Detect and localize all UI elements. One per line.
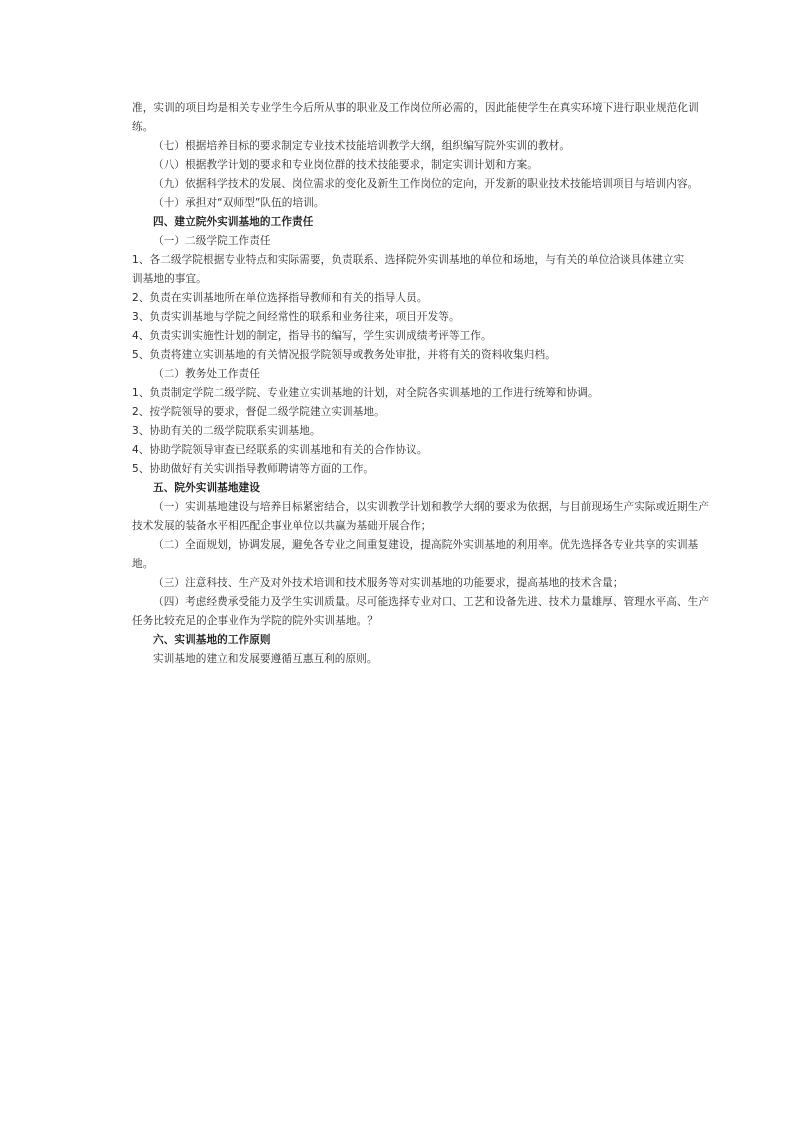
list-item: 4、负责实训实施性计划的制定，指导书的编写，学生实训成绩考评等工作。	[132, 330, 492, 342]
list-item: （二）全面规划，协调发展，避免各专业之间重复建设，提高院外实训基地的利用率。优先选择各专业共享的实训基	[153, 539, 699, 551]
list-item-continuation: 技术发展的装备水平相匹配企事业单位以共赢为基础开展合作；	[132, 520, 432, 532]
list-item: 1、各二级学院根据专业特点和实际需要，负责联系、选择院外实训基地的单位和场地，与有关的单位洽谈具体建立实	[132, 254, 685, 266]
paragraph-line: 实训基地的建立和发展要遵循互惠互利的原则。	[153, 653, 378, 665]
section-heading: 四、建立院外实训基地的工作责任	[153, 216, 314, 228]
paragraph-line: 练。	[132, 121, 154, 133]
list-item: （八）根据教学计划的要求和专业岗位群的技术技能要求，制定实训计划和方案。	[153, 159, 538, 171]
list-item: 2、按学院领导的要求，督促二级学院建立实训基地。	[132, 406, 385, 418]
list-item-continuation: 地。	[132, 558, 154, 570]
list-item-continuation: 任务比较充足的企事业作为学院的院外实训基地。？	[132, 615, 378, 627]
list-item: 2、负责在实训基地所在单位选择指导教师和有关的指导人员。	[132, 292, 428, 304]
subsection-heading: （一）二级学院工作责任	[153, 235, 271, 247]
list-item: 3、负责实训基地与学院之间经常性的联系和业务往来，项目开发等。	[132, 311, 460, 323]
list-item: 4、协助学院领导审查已经联系的实训基地和有关的合作协议。	[132, 444, 428, 456]
document-body	[132, 99, 710, 669]
list-item-continuation: 训基地的事宜。	[132, 273, 207, 285]
list-item: 5、负责将建立实训基地的有关情况报学院领导或教务处审批，并将有关的资料收集归档。	[132, 349, 556, 361]
list-item: 5、协助做好有关实训指导教师聘请等方面的工作。	[132, 463, 375, 475]
list-item: （三）注意科技、生产及对外技术培训和技术服务等对实训基地的功能要求，提高基地的技术含量；	[153, 577, 624, 589]
subsection-heading: （二）教务处工作责任	[153, 368, 260, 380]
list-item: （一）实训基地建设与培养目标紧密结合，以实训教学计划和教学大纲的要求为依据，与目前现场生产实际或近期生产	[153, 501, 710, 513]
section-heading: 五、院外实训基地建设	[153, 482, 260, 494]
list-item: （四）考虑经费承受能力及学生实训质量。尽可能选择专业对口、工艺和设备先进、技术力量雄厚、管理水平高、生产	[153, 596, 710, 608]
list-item: （七）根据培养目标的要求制定专业技术技能培训教学大纲，组织编写院外实训的教材。	[153, 140, 571, 152]
paragraph-line: 准，实训的项目均是相关专业学生今后所从事的职业及工作岗位所必需的，因此能使学生在真实环境下进行职业规范化训	[132, 102, 699, 114]
list-item: 1、负责制定学院二级学院、专业建立实训基地的计划，对全院各实训基地的工作进行统筹和协调。	[132, 387, 599, 399]
section-heading: 六、实训基地的工作原则	[153, 634, 271, 646]
list-item: （九）依据科学技术的发展、岗位需求的变化及新生工作岗位的定向，开发新的职业技术技能培训项目与培训内容。	[153, 178, 699, 190]
list-item: 3、协助有关的二级学院联系实训基地。	[132, 425, 321, 437]
list-item: （十）承担对“双师型”队伍的培训。	[153, 197, 325, 209]
